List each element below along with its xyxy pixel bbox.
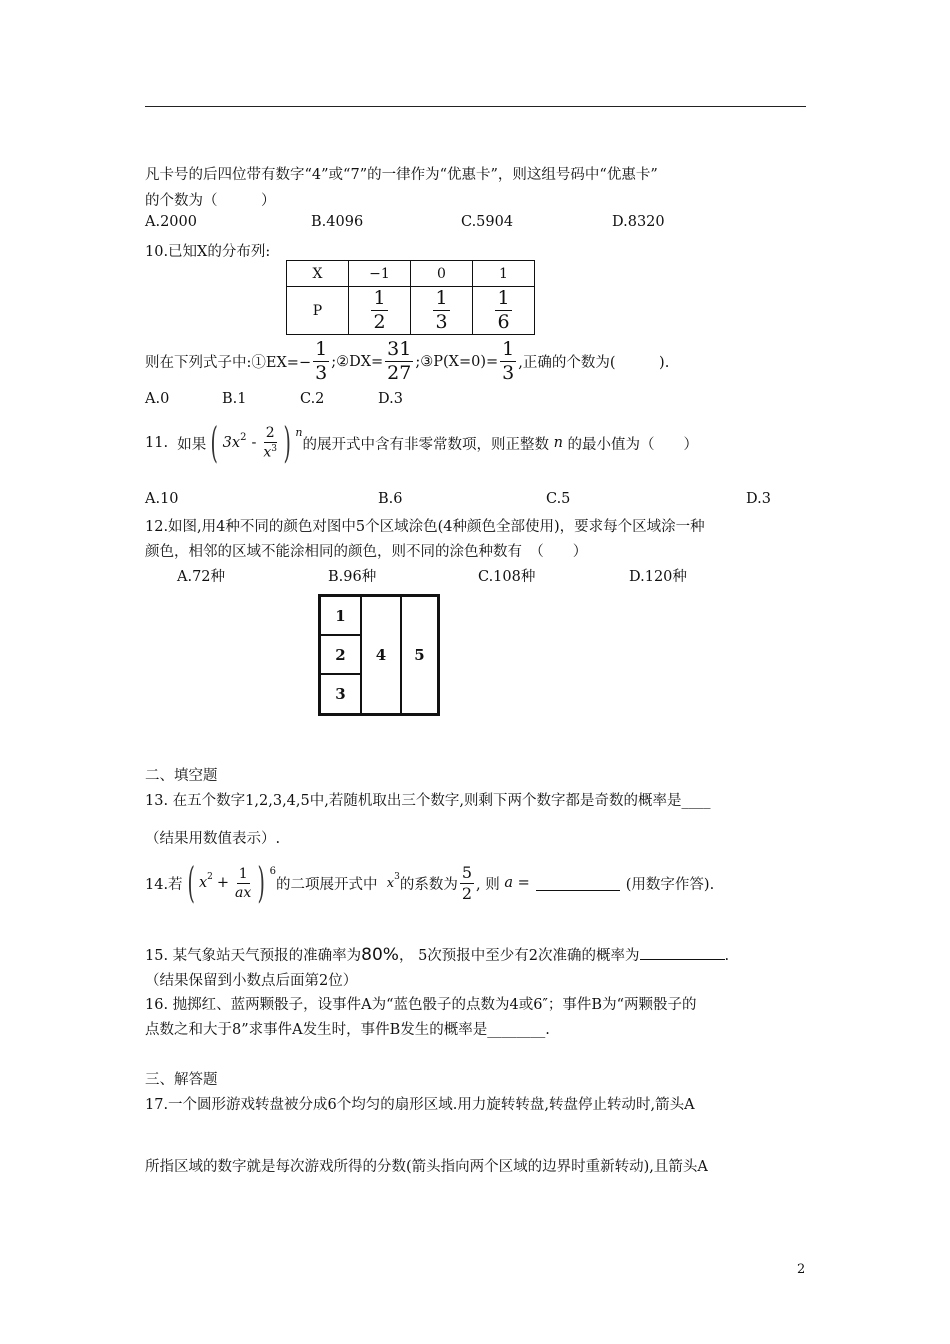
q12-line1: 12.如图,用4种不同的颜色对图中5个区域涂色(4种颜色全部使用)，要求每个区域涂一种 (145, 519, 705, 535)
q9-line1: 凡卡号的后四位带有数字“4”或“7”的一律作为“优惠卡”，则这组号码中“优惠卡” (145, 167, 658, 183)
q9-option-c: C.5904 (461, 214, 514, 230)
q14-statement: 14.若 ( x $^2$ + $\frac{1}{ax}$ ) $^6$ 的二项展开式中 x $^3$ 的系数为 $\frac{5}{2}$ , 则 a = (用数字作答). (145, 858, 715, 907)
q10-prefix: 10.已知X的分布列: (145, 244, 271, 260)
q12-line2: 颜色，相邻的区域不能涂相同的颜色，则不同的涂色种数有 （ ） (145, 544, 588, 560)
coloring-figure (318, 594, 440, 716)
q10-option-b: B.1 (222, 391, 247, 407)
q9-option-b: B.4096 (311, 214, 364, 230)
q12-option-c: C.108种 (478, 569, 536, 585)
q12-option-d: D.120种 (629, 569, 687, 585)
page-number: 2 (797, 1262, 806, 1277)
region-3: 3 (321, 675, 362, 713)
region-5: 5 (414, 646, 425, 664)
q10-option-c: C.2 (300, 391, 325, 407)
ex-fraction: $\frac{1}{3}$ (315, 338, 328, 384)
q16-line2: 点数之和大于8”求事件A发生时，事件B发生的概率是________. (145, 1022, 550, 1038)
distribution-table (286, 260, 535, 335)
p-fraction: $\frac{1}{3}$ (502, 338, 515, 384)
q10-statement: 则在下列式子中:①EX=− $\frac{1}{3}$ ;②DX= $\frac{31}{27}$ ;③P(X=0)= $\frac{1}{3}$ ,正确的个数为( ). (145, 338, 670, 384)
section-answers: 三、解答题 (145, 1072, 218, 1088)
q13-line1: 13. 在五个数字1,2,3,4,5中,若随机取出三个数字,则剩下两个数字都是奇数的概率是____ (145, 793, 711, 809)
q9-line2: 的个数为（ ） (145, 193, 276, 209)
q15-line2: （结果保留到小数点后面第2位） (145, 973, 358, 989)
q17-line2: 所指区域的数字就是每次游戏所得的分数(箭头指向两个区域的边界时重新转动),且箭头A (145, 1159, 708, 1175)
q17-line1: 17.一个圆形游戏转盘被分成6个均匀的扇形区域.用力旋转转盘,转盘停止转动时,箭头A (145, 1097, 695, 1113)
table-row-label-p: P (287, 287, 349, 335)
region-2: 2 (321, 636, 362, 675)
q11-option-a: A.10 (145, 491, 179, 507)
table-prob-3: $\frac{1}{6}$ (473, 287, 535, 335)
q12-option-a: A.72种 (177, 569, 226, 585)
q16-line1: 16. 抛掷红、蓝两颗骰子，设事件A为“蓝色骰子的点数为4或6″；事件B为“两颗骰子的 (145, 997, 697, 1013)
q11-option-c: C.5 (546, 491, 571, 507)
table-prob-1: $\frac{1}{2}$ (349, 287, 411, 335)
table-header-x: X (287, 261, 349, 287)
q15-answer-blank[interactable] (640, 945, 725, 960)
section-fill-in: 二、填空题 (145, 768, 218, 784)
q11-statement: 11. 如果 ( 3x $^2$ - $\frac{2}{x^3}$ ) $^n$ 的展开式中含有非零常数项，则正整数 n 的最小值为（ ） (145, 418, 699, 467)
dx-fraction: $\frac{31}{27}$ (387, 338, 412, 384)
q11-option-b: B.6 (378, 491, 403, 507)
q11-option-d: D.3 (746, 491, 771, 507)
table-header-neg1: −1 (349, 261, 411, 287)
header-rule (145, 106, 806, 107)
table-header-1: 1 (473, 261, 535, 287)
q15-line1: 15. 某气象站天气预报的准确率为 80% ， 5次预报中至少有2次准确的概率为 . (145, 945, 730, 965)
q13-line2: （结果用数值表示）. (145, 831, 281, 847)
region-1: 1 (321, 597, 362, 636)
table-header-0: 0 (411, 261, 473, 287)
q9-option-d: D.8320 (612, 214, 665, 230)
q9-option-a: A.2000 (145, 214, 197, 230)
table-prob-2: $\frac{1}{3}$ (411, 287, 473, 335)
region-4: 4 (362, 597, 402, 713)
q10-option-a: A.0 (145, 391, 170, 407)
q12-option-b: B.96种 (328, 569, 377, 585)
q10-option-d: D.3 (378, 391, 403, 407)
q14-answer-blank[interactable] (536, 876, 620, 891)
